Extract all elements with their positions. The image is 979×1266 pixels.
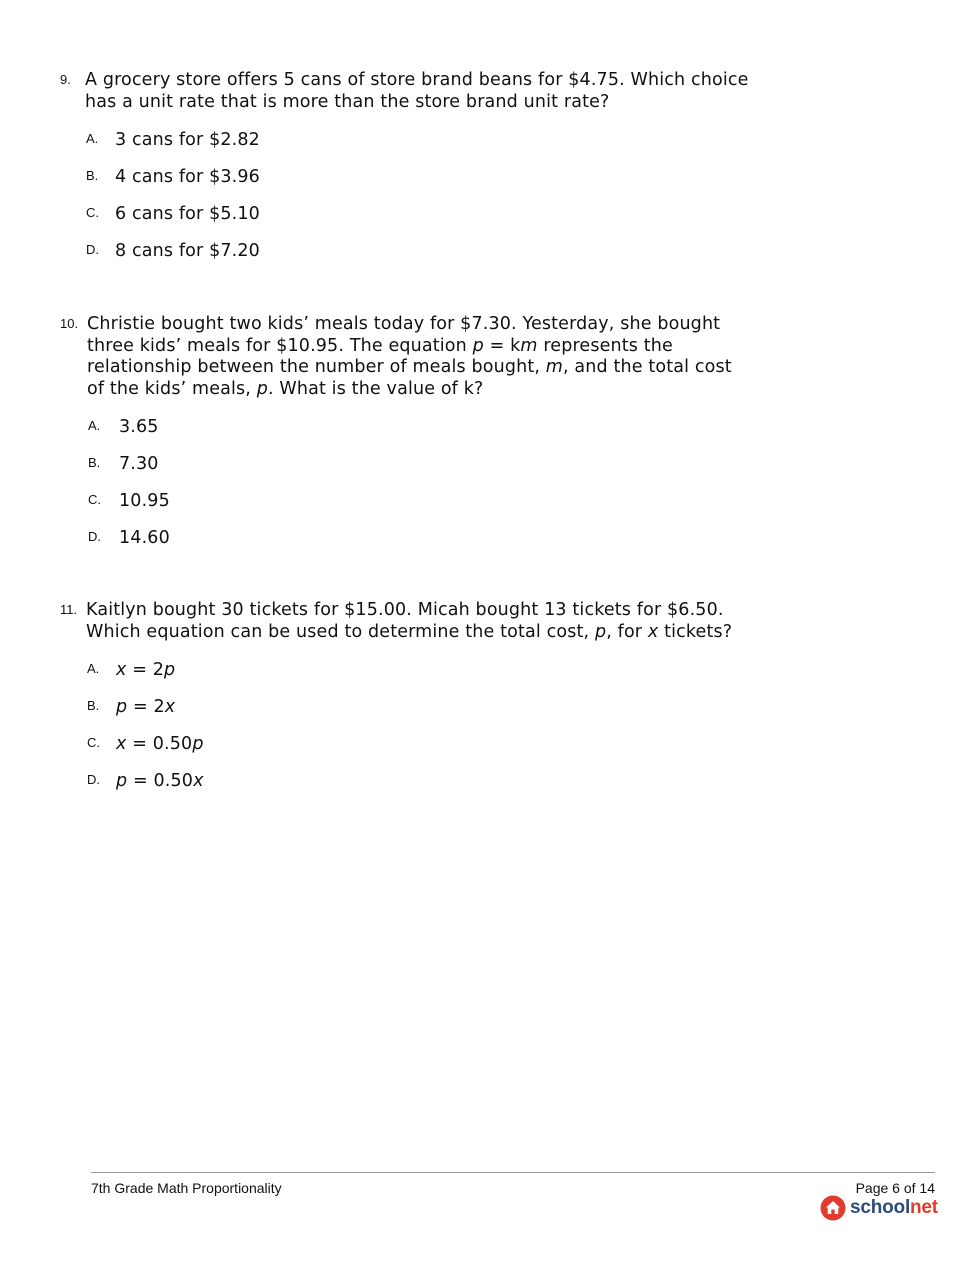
choice-text: 7.30 (119, 454, 159, 474)
choice-text: 3 cans for $2.82 (115, 130, 260, 150)
question-text-line: of the kids’ meals, p. What is the value of k? (87, 378, 484, 399)
choice-c[interactable] (86, 204, 800, 241)
question-text (87, 314, 800, 400)
question-text-line: Christie bought two kids’ meals today for $7.30. Yesterday, she bought (87, 314, 721, 334)
choice-text: 6 cans for $5.10 (115, 204, 260, 224)
answer-choices (86, 130, 800, 278)
choice-b[interactable] (86, 167, 800, 204)
choice-text: p = 0.50x (116, 771, 204, 791)
choice-c[interactable] (87, 734, 800, 771)
choice-letter: D. (87, 772, 100, 787)
choice-a[interactable] (87, 660, 800, 697)
choice-letter: C. (88, 492, 101, 507)
footer-title: 7th Grade Math Proportionality (91, 1180, 282, 1196)
choice-text: x = 2p (116, 660, 176, 680)
answer-choices (87, 660, 800, 808)
answer-choices (88, 417, 800, 565)
question-text (85, 70, 800, 113)
choice-b[interactable] (88, 454, 800, 491)
choice-letter: B. (88, 455, 101, 470)
choice-text: p = 2x (116, 697, 176, 717)
question-text-line: A grocery store offers 5 cans of store brand beans for $4.75. Which choice (85, 70, 749, 90)
question-text-line: Kaitlyn bought 30 tickets for $15.00. Micah bought 13 tickets for $6.50. (86, 600, 724, 620)
choice-a[interactable] (88, 417, 800, 454)
choice-letter: D. (86, 242, 99, 257)
choice-text: 14.60 (119, 528, 170, 548)
house-icon (820, 1195, 846, 1221)
choice-letter: A. (88, 418, 101, 433)
question-9 (60, 70, 800, 278)
choice-c[interactable] (88, 491, 800, 528)
choice-text: 3.65 (119, 417, 159, 437)
choice-text: x = 0.50p (116, 734, 204, 754)
choice-text: 4 cans for $3.96 (115, 167, 260, 187)
question-number: 9. (60, 72, 71, 87)
footer-divider (91, 1172, 935, 1173)
question-text-line: has a unit rate that is more than the store brand unit rate? (85, 91, 610, 112)
logo-text: schoolnet (850, 1197, 938, 1218)
choice-b[interactable] (87, 697, 800, 734)
page-number: Page 6 of 14 (855, 1180, 935, 1196)
choice-letter: A. (86, 131, 99, 146)
question-text-line: three kids’ meals for $10.95. The equation p = km represents the (87, 335, 673, 356)
choice-d[interactable] (86, 241, 800, 278)
choice-letter: B. (86, 168, 99, 183)
choice-letter: C. (87, 735, 100, 750)
question-number: 11. (60, 602, 78, 617)
choice-d[interactable] (87, 771, 800, 808)
choice-a[interactable] (86, 130, 800, 167)
schoolnet-logo (820, 1194, 938, 1222)
question-text (86, 600, 800, 643)
choice-letter: C. (86, 205, 99, 220)
choice-letter: D. (88, 529, 101, 544)
question-number: 10. (60, 316, 79, 331)
question-text-line: relationship between the number of meals bought, m, and the total cost (87, 357, 732, 377)
question-11 (60, 600, 800, 808)
choice-letter: A. (87, 661, 100, 676)
choice-d[interactable] (88, 528, 800, 565)
choice-text: 10.95 (119, 491, 170, 511)
choice-text: 8 cans for $7.20 (115, 241, 260, 261)
choice-letter: B. (87, 698, 100, 713)
question-10 (60, 314, 800, 565)
question-text-line: Which equation can be used to determine the total cost, p, for x tickets? (86, 621, 733, 642)
